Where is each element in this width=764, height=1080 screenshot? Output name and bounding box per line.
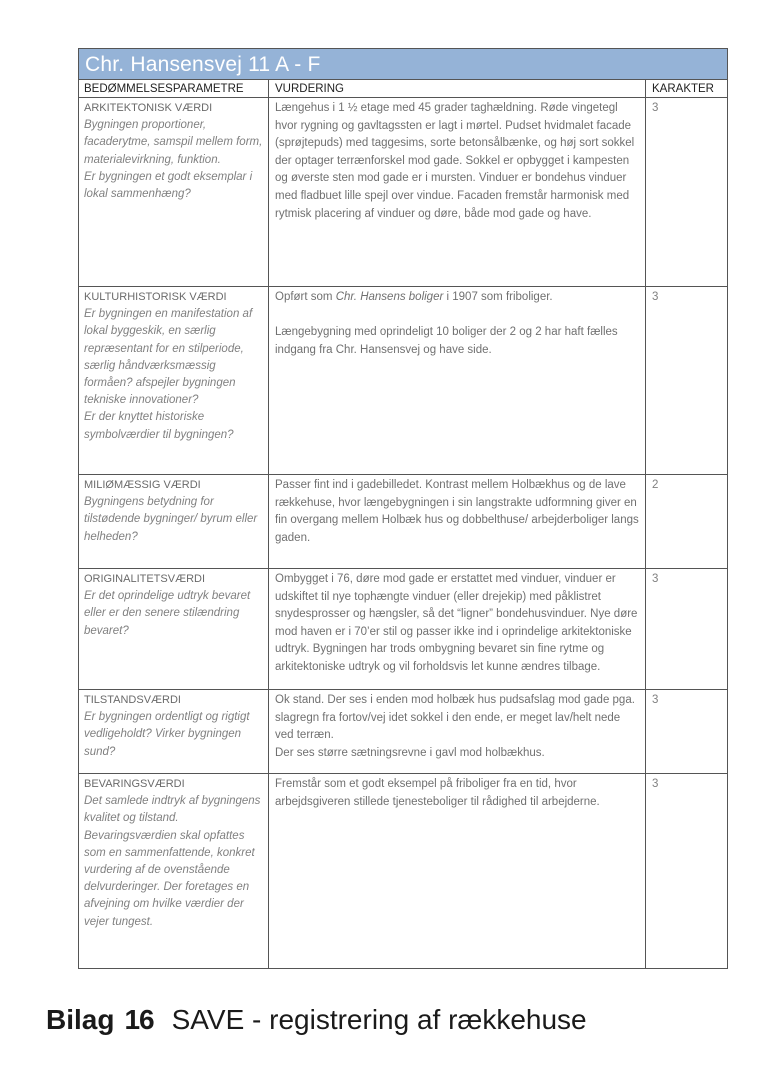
parameter-name: TILSTANDSVÆRDI (84, 694, 181, 706)
parameter-name: ORIGINALITETSVÆRDI (84, 573, 206, 585)
grade-cell: 3 (652, 573, 659, 585)
column-header-grade: KARAKTER (652, 83, 714, 95)
parameter-cell (79, 475, 269, 568)
appendix-subtitle: SAVE - registrering af rækkehuse (171, 1004, 587, 1035)
grade-cell: 3 (652, 291, 659, 303)
parameter-question: Er bygningen en manifestation af lokal byggeskik, en særlig repræsentant for en stilperiode, særlig håndværksmæssig formåen? afspejler bygningen tekniske innovationer? Er der knyttet historiske symbolværdier til bygningen? (84, 308, 253, 441)
assessment-intro-italic: Chr. Hansens boliger (335, 291, 444, 303)
column-header-parameter: BEDØMMELSESPARAMETRE (79, 80, 269, 97)
assessment-intro-text: i 1907 som friboliger. (443, 291, 553, 303)
assessment-intro-text: Opført som (275, 291, 336, 303)
assessment-cell (269, 287, 646, 474)
assessment-cell (269, 98, 646, 286)
appendix-label: Bilag (46, 1004, 115, 1035)
parameter-question: Det samlede indtryk af bygningens kvalitet og tilstand. Bevaringsværdien skal opfattes som en sammenfattende, konkret vurdering af de ovenstående delvurderinger. Der foretages en afvejning om hvilke værdier der vejer tungest. (84, 795, 261, 928)
assessment-intro (275, 289, 639, 307)
grade-cell: 3 (652, 778, 659, 790)
grade-cell: 2 (652, 479, 659, 491)
parameter-cell (79, 690, 269, 773)
table-row (79, 774, 727, 968)
table-row (79, 569, 727, 690)
assessment-cell (269, 690, 646, 773)
table-title: Chr. Hansensvej 11 A - F (79, 49, 727, 80)
assessment-text: Længebygning med oprindeligt 10 boliger der 2 og 2 har haft fælles indgang fra Chr. Hansensvej og have side. (275, 326, 618, 356)
assessment-cell (269, 774, 646, 968)
assessment-table (78, 48, 728, 969)
parameter-name: ARKITEKTONISK VÆRDI (84, 102, 213, 114)
parameter-cell (79, 569, 269, 689)
page-footer (46, 1004, 587, 1036)
assessment-text: Ok stand. Der ses i enden mod holbæk hus pudsafslag mod gade pga. slagregn fra fortov/vej idet sokkel i den ende, er meget lav/helt nede ved terræn. (275, 694, 635, 742)
table-row (79, 98, 727, 287)
assessment-text: Ombygget i 76, døre mod gade er erstattet med vinduer, vinduer er udskiftet til nye tophængte vinduer (eller drejekip) med påklistret snydesprosser og hængsler, så det “ligner” bondehusvinduer. Nye døre mod haven er i 70’er stil og passer ikke ind i oprindelige arkitektoniske udtryk. Bygningen har trods ombygning bevaret sin fine rytme og arkitektoniske udtryk og vil forholdsvis let kunne ændres tilbage. (275, 573, 638, 673)
parameter-name: KULTURHISTORISK VÆRDI (84, 291, 227, 303)
assessment-text: Passer fint ind i gadebilledet. Kontrast mellem Holbækhus og de lave rækkehuse, hvor længebygningen i sin langstrakte udformning giver en fin overgang mellem Holbæk hus og dobbelthuse/ arbejderboliger langs gaden. (275, 479, 639, 544)
parameter-name: MILIØMÆSSIG VÆRDI (84, 479, 201, 491)
assessment-text: Længehus i 1 ½ etage med 45 grader taghældning. Røde vingetegl hvor rygning og gavltagssten er lagt i mørtel. Pudset hvidmalet facade (sprøjtepuds) med taggesims, sorte betonsålbænke, og høj sort sokkel der optager terrænforskel mod gade. Sokkel er opbygget i kampesten og øverste sten mod gade er i mursten. Vinduer er bondehus vinduer med fladbuet lille spejl over vindue. Facaden fremstår harmonisk med rytmisk placering af vinduer og døre, både mod gade og have. (275, 102, 635, 220)
parameter-question: Er det oprindelige udtryk bevaret eller er den senere stilændring bevaret? (84, 590, 251, 637)
parameter-cell (79, 98, 269, 286)
grade-cell: 3 (652, 694, 659, 706)
parameter-cell (79, 774, 269, 968)
parameter-question: Bygningens betydning for tilstødende bygninger/ byrum eller helheden? (84, 496, 258, 543)
grade-cell: 3 (652, 102, 659, 114)
parameter-question: Er bygningen ordentligt og rigtigt vedligeholdt? Virker bygningen sund? (84, 711, 250, 758)
table-row (79, 287, 727, 475)
assessment-cell (269, 569, 646, 689)
parameter-question: Bygningen proportioner, facaderytme, samspil mellem form, materialevirkning, funktion. Er bygningen et godt eksemplar i lokal sammenhæng? (84, 119, 263, 201)
column-header-row (79, 80, 727, 98)
column-header-assessment: VURDERING (269, 80, 646, 97)
appendix-number: 16 (124, 1004, 154, 1035)
assessment-text: Fremstår som et godt eksempel på friboliger fra en tid, hvor arbejdsgiveren stillede tjenesteboliger til rådighed til arbejderne. (275, 778, 600, 808)
parameter-cell (79, 287, 269, 474)
parameter-name: BEVARINGSVÆRDI (84, 778, 185, 790)
assessment-text: Der ses større sætningsrevne i gavl mod holbækhus. (275, 746, 545, 759)
assessment-cell (269, 475, 646, 568)
table-row (79, 690, 727, 774)
table-row (79, 475, 727, 569)
